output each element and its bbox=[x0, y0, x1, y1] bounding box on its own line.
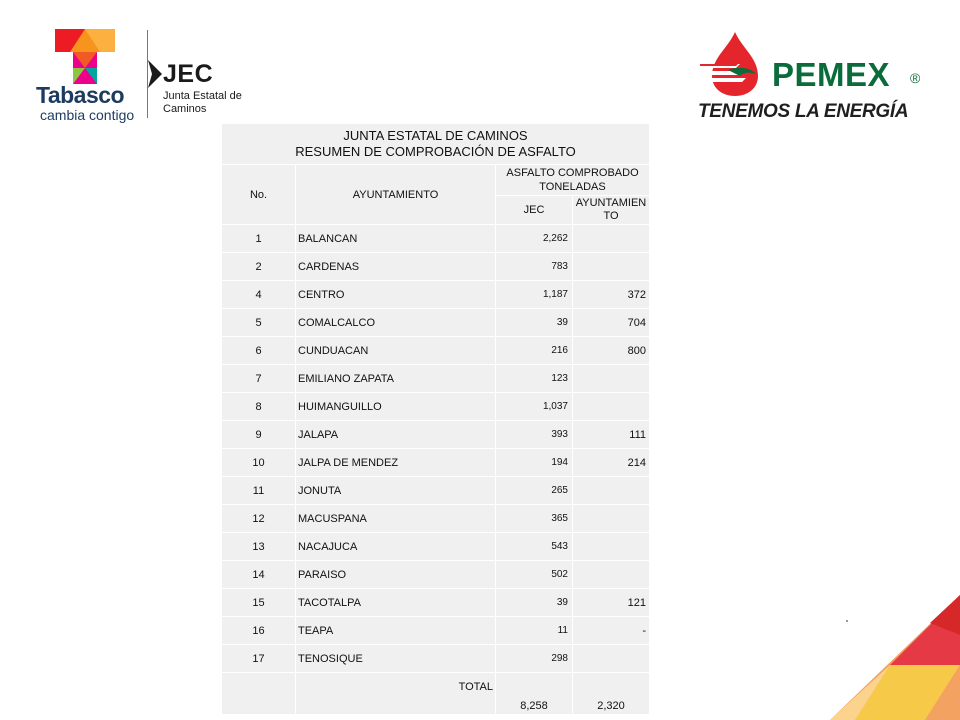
cell-ayuntamiento: HUIMANGUILLO bbox=[296, 393, 496, 421]
cell-no: 2 bbox=[222, 253, 296, 281]
table-row bbox=[222, 337, 650, 365]
header-no: No. bbox=[222, 165, 296, 225]
cell-ayuntamiento-value bbox=[573, 561, 650, 589]
header-jec: JEC bbox=[496, 196, 573, 225]
cell-ayuntamiento: COMALCALCO bbox=[296, 309, 496, 337]
table-row bbox=[222, 561, 650, 589]
table-title-line2: RESUMEN DE COMPROBACIÓN DE ASFALTO bbox=[295, 144, 576, 159]
table-row bbox=[222, 421, 650, 449]
header-ayuntamiento: AYUNTAMIENTO bbox=[296, 165, 496, 225]
cell-ayuntamiento: PARAISO bbox=[296, 561, 496, 589]
table-row bbox=[222, 393, 650, 421]
cell-jec: 1,037 bbox=[496, 393, 573, 421]
tabasco-wordmark: Tabasco bbox=[36, 82, 125, 108]
jec-chevron-icon bbox=[148, 60, 162, 88]
cell-ayuntamiento-value bbox=[573, 365, 650, 393]
cell-ayuntamiento-value bbox=[573, 393, 650, 421]
table-row bbox=[222, 309, 650, 337]
cell-ayuntamiento: CENTRO bbox=[296, 281, 496, 309]
table-row bbox=[222, 505, 650, 533]
cell-no: 17 bbox=[222, 645, 296, 673]
pemex-registered-mark: ® bbox=[910, 70, 921, 86]
cell-ayuntamiento-value: 372 bbox=[573, 281, 650, 309]
cell-ayuntamiento: CUNDUACAN bbox=[296, 337, 496, 365]
total-row bbox=[222, 673, 650, 715]
cell-jec: 39 bbox=[496, 589, 573, 617]
total-empty-cell bbox=[222, 673, 296, 715]
cell-jec: 393 bbox=[496, 421, 573, 449]
cell-ayuntamiento: BALANCAN bbox=[296, 225, 496, 253]
header-ayuntamiento-sub-label: AYUNTAMIENTO bbox=[575, 197, 647, 222]
table-row bbox=[222, 449, 650, 477]
table-title-line1: JUNTA ESTATAL DE CAMINOS bbox=[343, 128, 528, 143]
header-ayuntamiento-sub bbox=[573, 196, 650, 225]
cell-jec: 194 bbox=[496, 449, 573, 477]
total-jec: 8,258 bbox=[496, 673, 573, 715]
cell-no: 11 bbox=[222, 477, 296, 505]
cell-jec: 11 bbox=[496, 617, 573, 645]
cell-ayuntamiento: NACAJUCA bbox=[296, 533, 496, 561]
table-title bbox=[222, 124, 650, 165]
table-row bbox=[222, 365, 650, 393]
table-row bbox=[222, 617, 650, 645]
cell-jec: 2,262 bbox=[496, 225, 573, 253]
cell-ayuntamiento: JONUTA bbox=[296, 477, 496, 505]
jec-title: JEC bbox=[163, 60, 214, 88]
cell-jec: 365 bbox=[496, 505, 573, 533]
cell-ayuntamiento-value: 214 bbox=[573, 449, 650, 477]
table-row bbox=[222, 253, 650, 281]
cell-jec: 543 bbox=[496, 533, 573, 561]
total-label: TOTAL bbox=[296, 673, 496, 715]
cell-ayuntamiento-value bbox=[573, 253, 650, 281]
cell-jec: 298 bbox=[496, 645, 573, 673]
cell-ayuntamiento: TACOTALPA bbox=[296, 589, 496, 617]
table-row bbox=[222, 477, 650, 505]
cell-no: 12 bbox=[222, 505, 296, 533]
cell-no: 1 bbox=[222, 225, 296, 253]
cell-no: 16 bbox=[222, 617, 296, 645]
cell-no: 15 bbox=[222, 589, 296, 617]
corner-decoration-icon bbox=[830, 595, 960, 720]
header-asfalto-comprobado: ASFALTO COMPROBADO TONELADAS bbox=[496, 165, 650, 196]
cell-ayuntamiento-value bbox=[573, 225, 650, 253]
cell-ayuntamiento-value: 111 bbox=[573, 421, 650, 449]
cell-ayuntamiento-value: 704 bbox=[573, 309, 650, 337]
cell-ayuntamiento-value bbox=[573, 477, 650, 505]
cell-jec: 216 bbox=[496, 337, 573, 365]
cell-jec: 502 bbox=[496, 561, 573, 589]
cell-ayuntamiento-value: - bbox=[573, 617, 650, 645]
cell-ayuntamiento: TENOSIQUE bbox=[296, 645, 496, 673]
table-row bbox=[222, 281, 650, 309]
cell-no: 6 bbox=[222, 337, 296, 365]
pemex-eagle-icon bbox=[700, 30, 770, 98]
asfalto-summary-table bbox=[221, 123, 650, 715]
cell-jec: 123 bbox=[496, 365, 573, 393]
cell-ayuntamiento: EMILIANO ZAPATA bbox=[296, 365, 496, 393]
cell-ayuntamiento: CARDENAS bbox=[296, 253, 496, 281]
cell-ayuntamiento-value bbox=[573, 505, 650, 533]
cell-ayuntamiento: JALPA DE MENDEZ bbox=[296, 449, 496, 477]
cell-no: 7 bbox=[222, 365, 296, 393]
cell-no: 13 bbox=[222, 533, 296, 561]
cell-no: 9 bbox=[222, 421, 296, 449]
cell-ayuntamiento: MACUSPANA bbox=[296, 505, 496, 533]
cell-no: 14 bbox=[222, 561, 296, 589]
cell-jec: 39 bbox=[496, 309, 573, 337]
table-row bbox=[222, 533, 650, 561]
total-ayuntamiento: 2,320 bbox=[573, 673, 650, 715]
cell-jec: 783 bbox=[496, 253, 573, 281]
cell-no: 10 bbox=[222, 449, 296, 477]
table-row bbox=[222, 589, 650, 617]
asfalto-table-container bbox=[221, 123, 649, 715]
cell-jec: 1,187 bbox=[496, 281, 573, 309]
table-row bbox=[222, 645, 650, 673]
cell-no: 5 bbox=[222, 309, 296, 337]
jec-subtitle: Junta Estatal de Caminos bbox=[163, 90, 242, 115]
table-row bbox=[222, 225, 650, 253]
pemex-slogan: TENEMOS LA ENERGÍA bbox=[698, 101, 909, 122]
cell-jec: 265 bbox=[496, 477, 573, 505]
cell-no: 8 bbox=[222, 393, 296, 421]
table-body bbox=[222, 225, 650, 673]
cell-ayuntamiento-value bbox=[573, 533, 650, 561]
cell-ayuntamiento-value: 800 bbox=[573, 337, 650, 365]
cell-ayuntamiento-value: 121 bbox=[573, 589, 650, 617]
cell-no: 4 bbox=[222, 281, 296, 309]
cell-ayuntamiento: TEAPA bbox=[296, 617, 496, 645]
cell-ayuntamiento-value bbox=[573, 645, 650, 673]
tabasco-tagline: cambia contigo bbox=[40, 107, 135, 123]
cell-ayuntamiento: JALAPA bbox=[296, 421, 496, 449]
pemex-wordmark: PEMEX bbox=[772, 56, 891, 93]
